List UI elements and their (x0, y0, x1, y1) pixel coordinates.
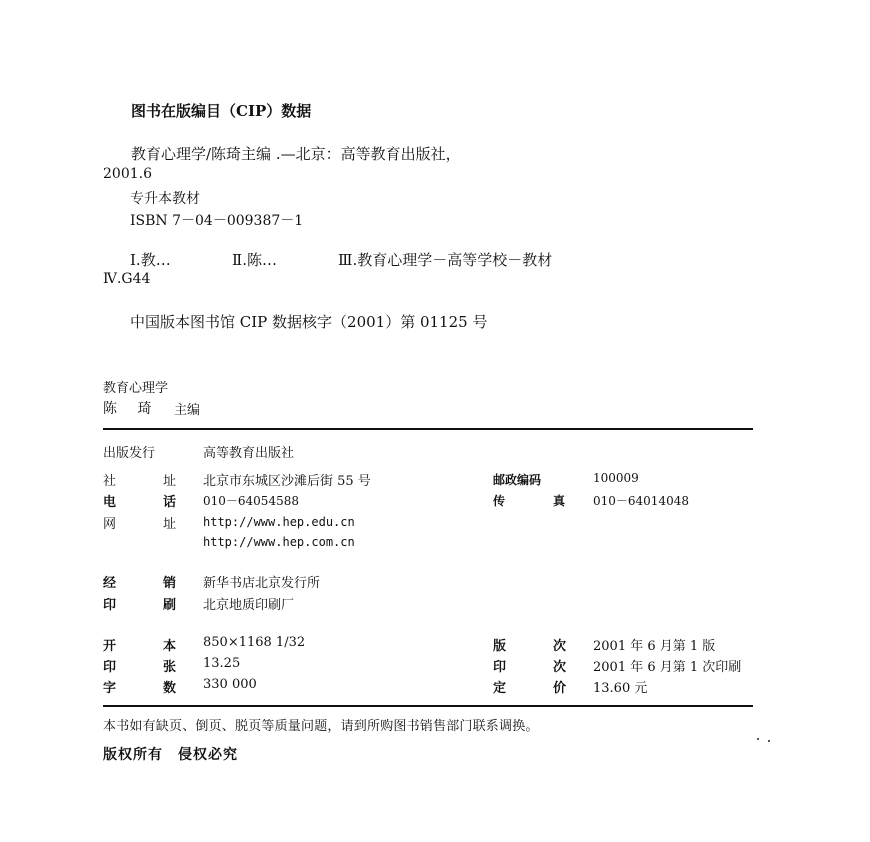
dist-label-2: 销 (163, 576, 177, 591)
print-label-2: 刷 (163, 598, 177, 613)
book-editor-role: 主编 (174, 403, 201, 418)
words-value: 330 000 (203, 677, 257, 692)
words-label-1: 字 (103, 681, 117, 696)
web-label-1: 网 (103, 517, 117, 532)
fax-value: 010－64014048 (593, 494, 689, 508)
cip-line-2: 2001.6 (103, 166, 152, 182)
scan-speck (768, 740, 770, 742)
publisher-value: 高等教育出版社 (203, 446, 295, 461)
sheets-label-2: 张 (163, 660, 177, 675)
print-label-1: 印 (103, 598, 117, 613)
address-value: 北京市东城区沙滩后街 55 号 (203, 474, 371, 489)
book-title: 教育心理学 (103, 381, 169, 396)
sheets-label-1: 印 (103, 660, 117, 675)
print-value: 北京地质印刷厂 (203, 598, 295, 613)
cip-subject-3: Ⅲ.教育心理学－高等学校－教材 (338, 251, 553, 269)
cip-classification: Ⅳ.G44 (103, 271, 151, 287)
dist-value: 新华书店北京发行所 (203, 576, 321, 591)
words-label-2: 数 (163, 681, 177, 696)
cip-line-3: 专升本教材 (130, 191, 200, 207)
price-label-1: 定 (493, 681, 507, 696)
scan-speck (757, 738, 759, 740)
printing-value: 2001 年 6 月第 1 次印刷 (593, 660, 742, 675)
copyright-notice: 版权所有 侵权必究 (103, 747, 238, 763)
cip-core-number: 中国版本图书馆 CIP 数据核字（2001）第 01125 号 (130, 313, 488, 331)
quality-notice: 本书如有缺页、倒页、脱页等质量问题，请到所购图书销售部门联系调换。 (103, 719, 539, 734)
address-label-1: 社 (103, 474, 117, 489)
format-value: 850×1168 1/32 (203, 635, 306, 650)
address-label-2: 址 (163, 474, 177, 489)
fax-label-2: 真 (553, 494, 566, 508)
printing-label-1: 印 (493, 660, 507, 675)
format-label-1: 开 (103, 639, 117, 654)
format-label-2: 本 (163, 639, 177, 654)
postcode-value: 100009 (593, 471, 639, 485)
edition-label-2: 次 (553, 639, 567, 654)
edition-label-1: 版 (493, 639, 507, 654)
dist-label-1: 经 (103, 576, 117, 591)
cip-heading: 图书在版编目（CIP）数据 (131, 102, 312, 120)
postcode-label: 邮政编码 (493, 473, 542, 487)
sheets-value: 13.25 (203, 656, 241, 671)
divider-bottom (103, 705, 753, 707)
phone-label-2: 话 (163, 495, 177, 510)
web-label-2: 址 (163, 517, 177, 532)
cip-isbn: ISBN 7－04－009387－1 (130, 213, 304, 229)
fax-label-1: 传 (493, 494, 506, 508)
price-label-2: 价 (553, 681, 567, 696)
divider-top (103, 428, 753, 430)
printing-label-2: 次 (553, 660, 567, 675)
web-url-1[interactable]: http://www.hep.edu.cn (203, 515, 355, 529)
price-value: 13.60 元 (593, 681, 648, 696)
cip-subject-1: Ⅰ.教… (130, 251, 171, 269)
edition-value: 2001 年 6 月第 1 版 (593, 639, 716, 654)
phone-label-1: 电 (103, 495, 117, 510)
web-url-2[interactable]: http://www.hep.com.cn (203, 535, 355, 549)
book-editor-name: 陈 琦 (103, 401, 160, 417)
cip-line-1: 教育心理学/陈琦主编 .—北京：高等教育出版社， (131, 145, 461, 163)
publisher-label: 出版发行 (103, 446, 156, 461)
phone-value: 010－64054588 (203, 494, 299, 508)
cip-subject-2: Ⅱ.陈… (232, 251, 277, 269)
